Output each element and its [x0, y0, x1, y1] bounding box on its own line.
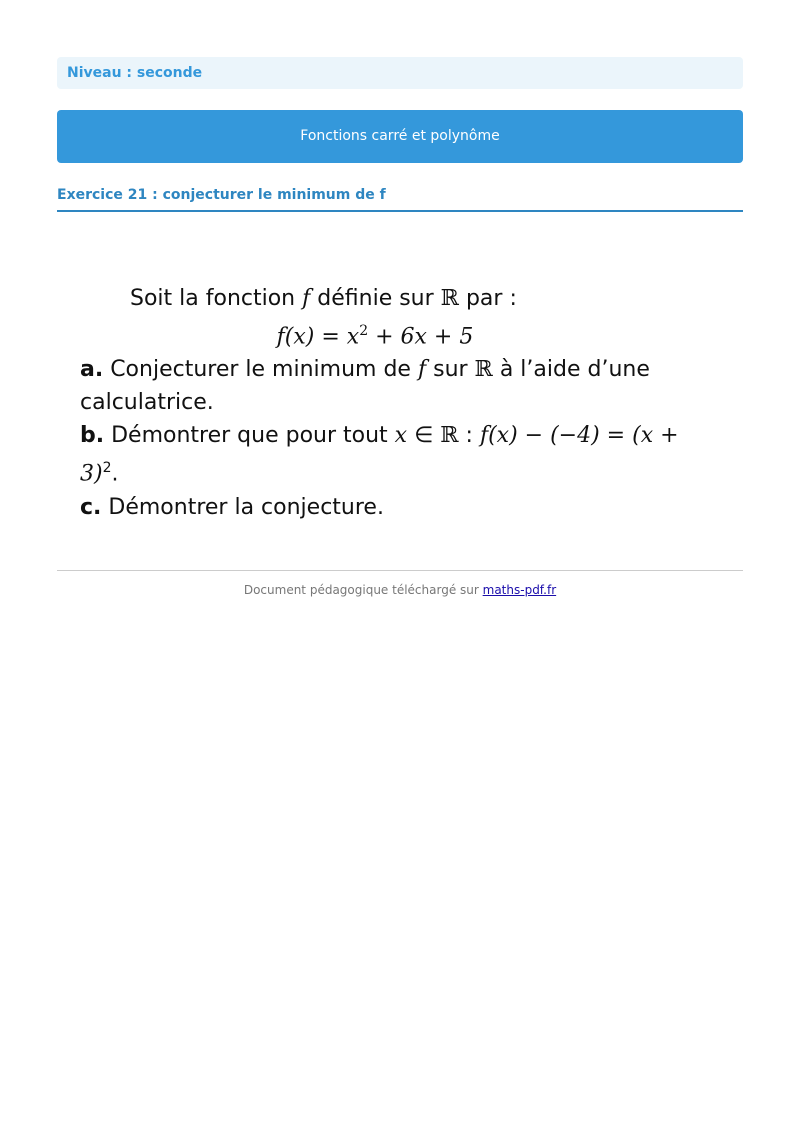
- identity-expression: f(x) − (−4) = (x + 3): [80, 423, 679, 487]
- function-symbol: f: [302, 286, 311, 311]
- intro-text: définie sur: [310, 286, 441, 311]
- intro-text: Soit la fonction: [130, 286, 303, 311]
- level-label: Niveau : seconde: [57, 57, 743, 89]
- reals-symbol: ℝ: [474, 357, 493, 383]
- colon: :: [458, 423, 480, 449]
- footer-link[interactable]: maths-pdf.fr: [482, 583, 557, 597]
- formula-lhs: f(x): [276, 324, 315, 350]
- question-text: à l’aide d’une calculatrice.: [80, 357, 650, 416]
- question-text: sur: [426, 357, 475, 383]
- footer: [57, 583, 743, 597]
- question-b: [80, 419, 720, 490]
- function-formula: [80, 315, 720, 353]
- formula-rest: + 6x + 5: [368, 324, 474, 350]
- function-symbol: f: [417, 357, 427, 383]
- exercise-title: Exercice 21 : conjecturer le minimum de f: [57, 184, 743, 212]
- footer-text: Document pédagogique téléchargé sur: [243, 583, 483, 597]
- formula-x: x: [346, 324, 360, 350]
- variable-x: x: [394, 423, 408, 449]
- reals-symbol: ℝ: [440, 286, 459, 311]
- question-label: c.: [80, 494, 102, 520]
- period: .: [111, 461, 119, 487]
- question-a: [80, 353, 720, 419]
- question-label: a.: [80, 357, 104, 383]
- identity-exponent: 2: [102, 460, 112, 477]
- footer-divider: [57, 570, 743, 571]
- question-text: Conjecturer le minimum de: [103, 357, 418, 383]
- chapter-banner: Fonctions carré et polynôme: [57, 110, 743, 163]
- question-label: b.: [80, 423, 105, 449]
- question-c: [80, 491, 720, 524]
- reals-symbol: ℝ: [440, 423, 459, 449]
- exercise-intro: [80, 282, 720, 315]
- exercise-statement: [80, 282, 720, 524]
- question-text: Démontrer la conjecture.: [101, 494, 384, 520]
- question-text: Démontrer que pour tout: [104, 423, 395, 449]
- formula-exponent: 2: [359, 323, 369, 339]
- intro-text: par :: [458, 286, 517, 311]
- element-of: ∈: [407, 423, 441, 449]
- formula-eq: =: [314, 324, 347, 350]
